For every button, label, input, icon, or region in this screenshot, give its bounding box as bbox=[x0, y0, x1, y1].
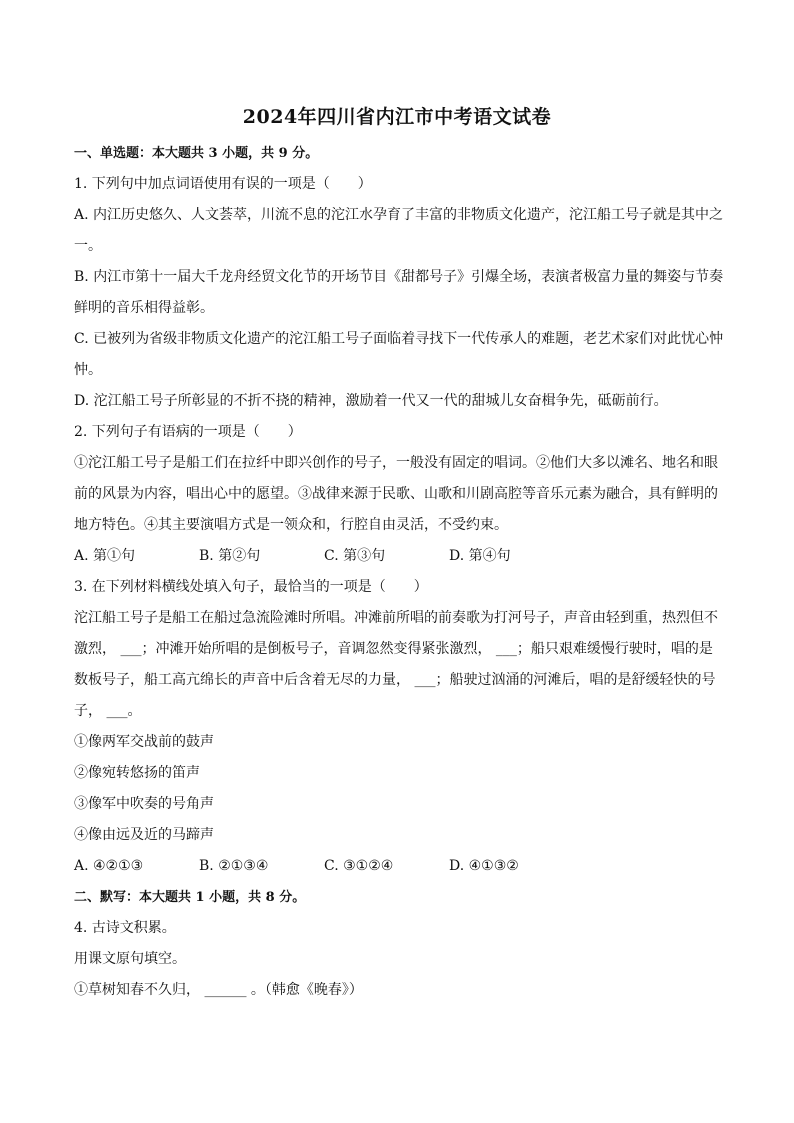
question-3-item-2: ②像宛转悠扬的笛声 bbox=[74, 765, 200, 781]
question-2-option-a: A. 第①句 bbox=[74, 548, 136, 564]
question-3-option-d: D. ④①③② bbox=[449, 858, 519, 874]
question-3-passage-line3: 数板号子，船工高亢绵长的声音中后含着无尽的力量， ___；船驶过汹涌的河滩后，唱的是舒缓轻快的号 bbox=[74, 672, 716, 688]
question-3-option-a: A. ④②①③ bbox=[74, 858, 144, 874]
question-1-option-b-line2: 鲜明的音乐相得益彰。 bbox=[74, 300, 214, 316]
question-3-stem: 3. 在下列材料横线处填入句子，最恰当的一项是（ ） bbox=[74, 579, 428, 595]
question-2-option-c: C. 第③句 bbox=[324, 548, 386, 564]
question-4-stem: 4. 古诗文积累。 bbox=[74, 920, 176, 936]
question-2-passage-line1: ①沱江船工号子是船工们在拉纤中即兴创作的号子，一般没有固定的唱词。②他们大多以滩名、地名和眼 bbox=[74, 455, 718, 471]
question-2-option-b: B. 第②句 bbox=[199, 548, 261, 564]
section-heading-dictation: 二、默写：本大题共 1 小题，共 8 分。 bbox=[74, 890, 306, 905]
question-3-passage-line4: 子， ___。 bbox=[74, 703, 142, 719]
question-2-passage-line2: 前的风景为内容，唱出心中的愿望。③战律来源于民歌、山歌和川剧高腔等音乐元素为融合，具有鲜明的 bbox=[74, 486, 718, 502]
question-2-passage-line3: 地方特色。④其主要演唱方式是一领众和，行腔自由灵活，不受约束。 bbox=[74, 517, 508, 533]
question-3-options bbox=[74, 851, 724, 882]
section-heading-single-choice: 一、单选题：本大题共 3 小题，共 9 分。 bbox=[74, 146, 319, 161]
question-3-option-c: C. ③①②④ bbox=[324, 858, 394, 874]
question-1-option-b-line1: B. 内江市第十一届大千龙舟经贸文化节的开场节目《甜都号子》引爆全场，表演者极富力量的舞姿与节奏 bbox=[74, 269, 724, 285]
question-1-option-d: D. 沱江船工号子所彰显的不折不挠的精神，激励着一代又一代的甜城儿女奋楫争先，砥砺前行。 bbox=[74, 393, 668, 409]
question-3-item-3: ③像军中吹奏的号角声 bbox=[74, 796, 214, 812]
question-3-passage-line1: 沱江船工号子是船工在船过急流险滩时所唱。冲滩前所唱的前奏歌为打河号子，声音由轻到重，热烈但不 bbox=[74, 610, 718, 626]
question-3-item-4: ④像由远及近的马蹄声 bbox=[74, 827, 214, 843]
question-3-item-1: ①像两军交战前的鼓声 bbox=[74, 734, 214, 750]
question-1-option-a-line2: 一。 bbox=[74, 238, 102, 254]
question-2-stem: 2. 下列句子有语病的一项是（ ） bbox=[74, 424, 302, 440]
exam-content bbox=[74, 138, 724, 1006]
question-1-stem: 1. 下列句中加点词语使用有误的一项是（ ） bbox=[74, 176, 372, 192]
question-1-option-a-line1: A. 内江历史悠久、人文荟萃，川流不息的沱江水孕育了丰富的非物质文化遗产，沱江船工号子就是其中之 bbox=[74, 207, 724, 223]
question-2-options bbox=[74, 541, 724, 572]
page-title: 2024年四川省内江市中考语文试卷 bbox=[242, 106, 552, 128]
question-1-option-c-line2: 忡。 bbox=[74, 362, 102, 378]
question-4-intro: 用课文原句填空。 bbox=[74, 951, 186, 967]
question-2-option-d: D. 第④句 bbox=[449, 548, 511, 564]
question-4-line-1: ①草树知春不久归， ______ 。（韩愈《晚春》） bbox=[74, 982, 363, 998]
question-1-option-c-line1: C. 已被列为省级非物质文化遗产的沱江船工号子面临着寻找下一代传承人的难题，老艺术家们对此忧心忡 bbox=[74, 331, 724, 347]
question-3-option-b: B. ②①③④ bbox=[199, 858, 269, 874]
question-3-passage-line2: 激烈， ___；冲滩开始所唱的是倒板号子，音调忽然变得紧张激烈， ___；船只艰难缓慢行驶时，唱的是 bbox=[74, 641, 713, 657]
